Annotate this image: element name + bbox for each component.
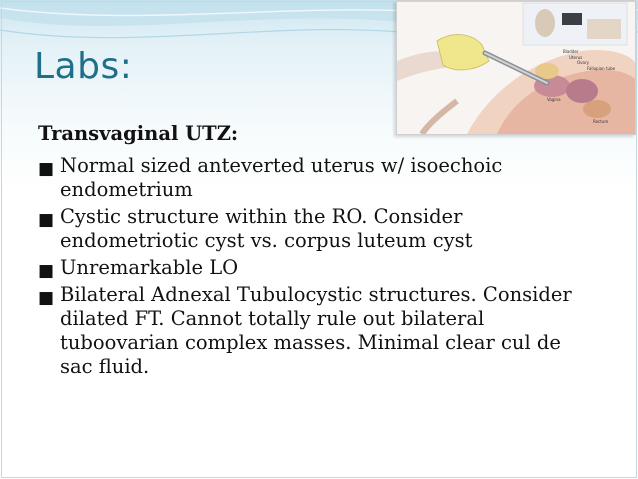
bullet-text: Cystic structure within the RO. Consider endometriotic cyst vs. corpus luteum cyst (60, 205, 473, 252)
bullet-text: Unremarkable LO (60, 256, 239, 279)
label-rectum: Rectum (593, 119, 609, 124)
square-bullet-icon: ■ (38, 288, 55, 308)
section-subheading: Transvaginal UTZ: (38, 122, 239, 145)
slide-title: Labs: (34, 46, 133, 87)
square-bullet-icon: ■ (38, 261, 55, 281)
label-vagina: Vagina (547, 97, 561, 102)
label-ovary: Ovary (577, 60, 589, 65)
square-bullet-icon: ■ (38, 210, 55, 230)
label-bladder: Bladder (563, 49, 579, 54)
ultrasound-procedure-illustration (396, 0, 636, 135)
bullet-item (38, 256, 598, 280)
bullet-item (38, 205, 598, 253)
slide-body (38, 122, 598, 382)
square-bullet-icon: ■ (38, 159, 55, 179)
label-uterus: Uterus (569, 55, 583, 60)
bullet-text: Normal sized anteverted uterus w/ isoechoic endometrium (60, 154, 503, 201)
bullet-text: Bilateral Adnexal Tubulocystic structures. Consider dilated FT. Cannot totally rule out bilateral tuboovarian complex masses. Minimal clear cul de sac fluid. (60, 283, 572, 378)
bullet-item (38, 154, 598, 202)
label-fallopian-tube: Fallopian tube (587, 66, 616, 71)
bullet-item (38, 283, 598, 379)
